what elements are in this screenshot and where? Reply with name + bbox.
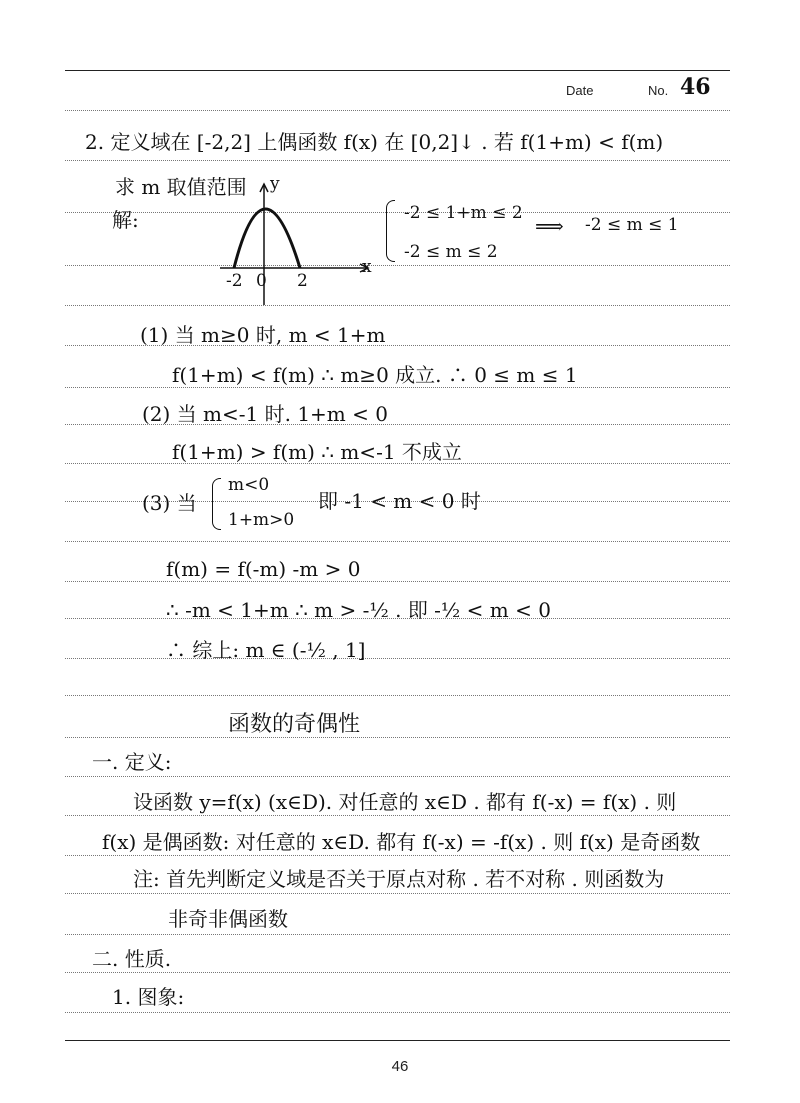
ruled-line [65,1012,730,1013]
problem-line-2: 求 m 取值范围 [115,175,247,199]
case3-row-1: m<0 [228,475,270,495]
ruled-line [65,212,730,213]
graph-label-zero: 0 [256,271,267,291]
system-result: -2 ≤ m ≤ 1 [585,215,679,235]
note-line-2: 非奇非偶函数 [168,907,288,931]
case1-line-1: (1) 当 m≥0 时, m < 1+m [140,323,386,347]
definition-heading: 一. 定义: [92,750,172,774]
case1-line-2: f(1+m) < f(m) ∴ m≥0 成立. ∴ 0 ≤ m ≤ 1 [172,363,578,387]
case3-prefix: (3) 当 [142,491,197,515]
problem-line-1: 2. 定义域在 [-2,2] 上偶函数 f(x) 在 [0,2]↓ . 若 f(1+m) < f(m) [85,130,664,154]
ruled-line [65,110,730,111]
date-label: Date [566,83,594,98]
ruled-line [65,160,730,161]
case3-line-b: ∴ -m < 1+m ∴ m > -½ . 即 -½ < m < 0 [166,598,551,622]
case3-row-2: 1+m>0 [228,510,295,530]
ruled-line [65,737,730,738]
note-line-1: 注: 首先判断定义域是否关于原点对称 . 若不对称 . 则函数为 [133,867,665,891]
graph-label-neg-two: -2 [226,271,243,291]
ruled-line [65,658,730,659]
ruled-line [65,893,730,894]
section-title: 函数的奇偶性 [228,712,361,737]
ruled-line [65,776,730,777]
definition-line-2: f(x) 是偶函数: 对任意的 x∈D. 都有 f(-x) = -f(x) . 则 f(x) 是奇函数 [102,830,701,854]
system-brace [386,200,395,262]
graph-label-y: y [270,174,280,194]
page-number: 46 [391,1058,409,1075]
system-row-2: -2 ≤ m ≤ 2 [404,242,498,262]
ruled-line [65,581,730,582]
conclusion: ∴ 综上: m ∈ (-½ , 1] [166,638,366,662]
properties-heading: 二. 性质. [92,947,172,971]
system-row-1: -2 ≤ 1+m ≤ 2 [404,203,523,223]
case2-line-2: f(1+m) > f(m) ∴ m<-1 不成立 [172,440,462,464]
ruled-line [65,305,730,306]
ruled-line [65,934,730,935]
implies-arrow: ⟹ [535,214,564,238]
property-item-1: 1. 图象: [112,985,185,1009]
case3-brace [212,478,221,530]
ruled-line [65,855,730,856]
no-label: No. [648,83,669,98]
ruled-line [65,972,730,973]
ruled-line [65,541,730,542]
definition-line-1: 设函数 y=f(x) (x∈D). 对任意的 x∈D . 都有 f(-x) = f(x) . 则 [133,790,677,814]
page-no-handwritten: 46 [680,74,711,100]
graph-label-two: 2 [297,271,308,291]
graph-label-x: x [362,257,372,277]
solution-label: 解: [112,208,139,232]
header-rule [65,70,730,71]
footer-rule [65,1040,730,1041]
case2-line-1: (2) 当 m<-1 时. 1+m < 0 [142,402,388,426]
case3-middle: 即 -1 < m < 0 时 [318,489,481,513]
case3-line-a: f(m) = f(-m) -m > 0 [166,557,361,581]
ruled-line [65,695,730,696]
ruled-line [65,265,730,266]
ruled-line [65,815,730,816]
